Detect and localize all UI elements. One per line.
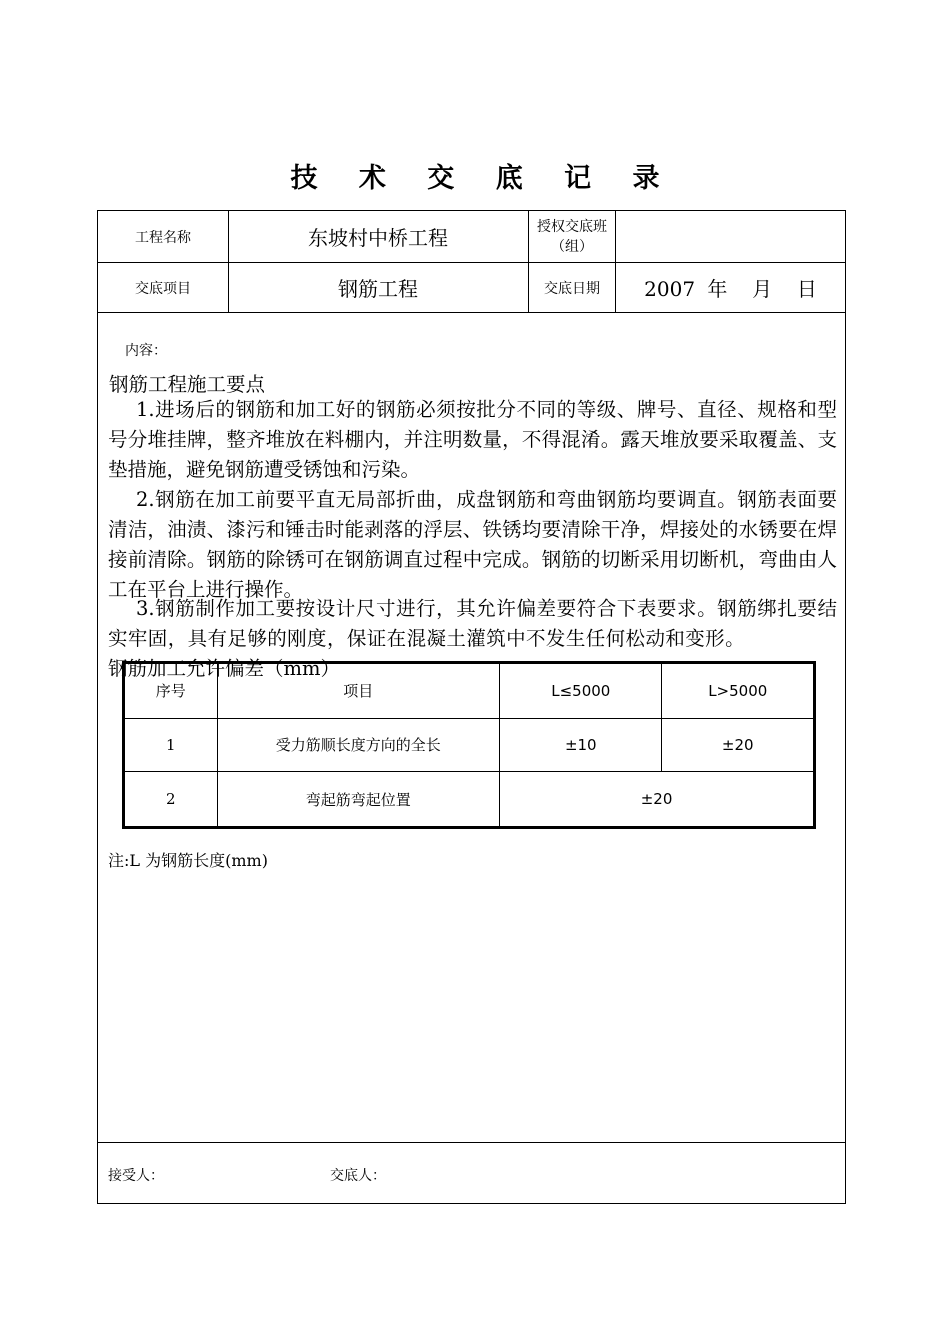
paragraph-3: 3.钢筋制作加工要按设计尺寸进行，其允许偏差要符合下表要求。钢筋绑扎要结实牢固，具有足够的刚度，保证在混凝土灌筑中不发生任何松动和变形。钢筋加工允许偏差（mm）	[108, 597, 837, 680]
section-heading: 钢筋工程施工要点	[109, 373, 266, 396]
row-divider	[98, 1142, 845, 1143]
date-label: 交底日期	[544, 280, 600, 297]
paragraph-1: 1.进场后的钢筋和加工好的钢筋必须按批分不同的等级、牌号、直径、规格和型号分堆挂牌，整齐堆放在料棚内，并注明数量，不得混淆。露天堆放要采取覆盖、支垫措施，避免钢筋遭受锈蚀和污染。	[108, 398, 837, 481]
table-header-row	[124, 663, 815, 719]
receiver-label: 接受人：	[108, 1168, 164, 1184]
item-label: 交底项目	[135, 280, 191, 297]
date-value: 2007 年 月 日	[644, 277, 817, 301]
presenter-label: 交底人：	[330, 1168, 386, 1184]
header-cell: L≤5000	[500, 663, 662, 719]
content-label: 内容：	[125, 343, 167, 359]
row-item: 受力筋顺长度方向的全长	[217, 718, 500, 771]
page-title: 技 术 交 底 记 录	[290, 163, 676, 194]
table-row	[124, 772, 815, 828]
row-number: 2	[124, 772, 218, 828]
row-tolerance-short: ±10	[500, 718, 662, 771]
header-cell: 项目	[217, 663, 500, 719]
project-name-label: 工程名称	[135, 229, 191, 246]
item-value: 钢筋工程	[338, 277, 418, 301]
table-row	[124, 718, 815, 771]
header-cell: L>5000	[662, 663, 815, 719]
project-name-value: 东坡村中桥工程	[308, 226, 448, 250]
team-label: 授权交底班（组）	[537, 218, 607, 255]
row-number: 1	[124, 718, 218, 771]
record-form	[97, 210, 846, 1204]
row-tolerance-long: ±20	[662, 718, 815, 771]
row-tolerance: ±20	[500, 772, 815, 828]
team-value	[616, 211, 845, 262]
table-caption: 钢筋加工允许偏差（mm）	[108, 657, 340, 680]
header-cell: 序号	[124, 663, 218, 719]
row-divider	[98, 312, 845, 313]
paragraph-2: 2.钢筋在加工前要平直无局部折曲，成盘钢筋和弯曲钢筋均要调直。钢筋表面要清洁，油渍、漆污和锤击时能剥落的浮层、铁锈均要清除干净，焊接处的水锈要在焊接前清除。钢筋的除锈可在钢筋调直过程中完成。钢筋的切断采用切断机，弯曲由人工在平台上进行操作。	[108, 488, 837, 601]
tolerance-table	[122, 661, 816, 829]
table-note: 注:L 为钢筋长度(mm)	[108, 851, 268, 870]
row-item: 弯起筋弯起位置	[217, 772, 500, 828]
